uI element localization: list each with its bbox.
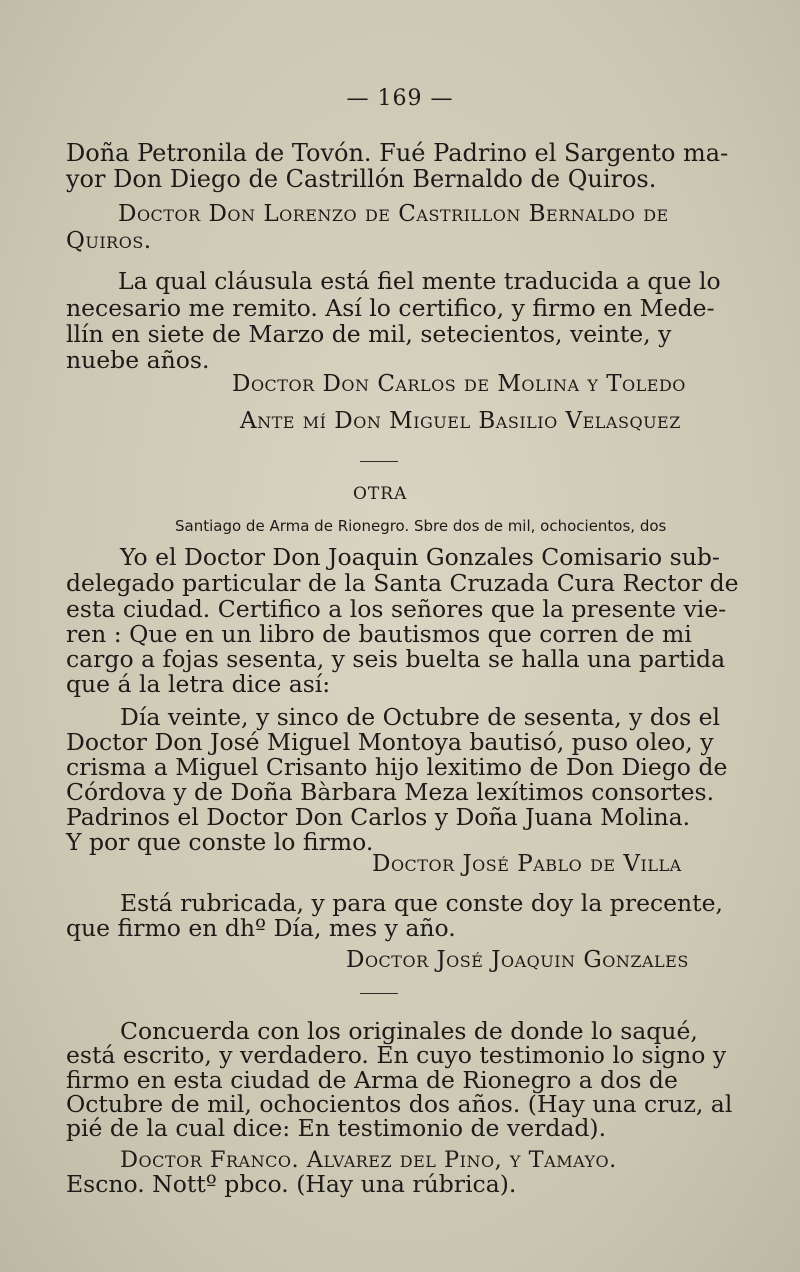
section-heading: OTRA	[353, 484, 408, 504]
text-line: necesario me remito. Así lo certifico, y firmo en Mede-	[66, 294, 715, 322]
text-line: que firmo en dhº Día, mes y año.	[66, 914, 456, 942]
signature-line: Doctor Franco. Alvarez del Pino, y Tamayo.	[120, 1147, 617, 1173]
signature-line: Quiros.	[66, 228, 152, 254]
dateline: Santiago de Arma de Rionegro. Sbre dos de mil, ochocientos, dos	[175, 517, 667, 535]
text-line: yor Don Diego de Castrillón Bernaldo de Quiros.	[66, 165, 657, 193]
text-line: Doctor Don José Miguel Montoya bautisó, puso oleo, y	[66, 728, 714, 756]
text-line: cargo a fojas sesenta, y seis buelta se halla una partida	[66, 645, 726, 673]
text-line: Doña Petronila de Tovón. Fué Padrino el Sargento ma-	[66, 139, 729, 167]
page-number: — 169 —	[346, 86, 454, 111]
text-line: Octubre de mil, ochocientos dos años. (Hay una cruz, al	[66, 1090, 733, 1118]
signature-line: Ante mí Don Miguel Basilio Velasquez	[240, 408, 681, 434]
text-line: Está rubricada, y para que conste doy la precente,	[120, 889, 724, 917]
text-line: nuebe años.	[66, 346, 210, 374]
signature-line: Doctor Don Lorenzo de Castrillon Bernaldo de	[118, 201, 669, 227]
text-line: Día veinte, y sinco de Octubre de sesenta, y dos el	[120, 703, 721, 731]
text-line: que á la letra dice así:	[66, 670, 331, 698]
text-line: Yo el Doctor Don Joaquin Gonzales Comisario sub-	[120, 543, 720, 571]
signature-line: Doctor José Pablo de Villa	[372, 851, 682, 877]
text-line: Y por que conste lo firmo.	[66, 828, 374, 856]
text-line: ren : Que en un libro de bautismos que corren de mi	[66, 620, 692, 648]
text-line: Padrinos el Doctor Don Carlos y Doña Juana Molina.	[66, 803, 691, 831]
text-line: Escno. Nottº pbco. (Hay una rúbrica).	[66, 1170, 517, 1198]
text-line: pié de la cual dice: En testimonio de verdad).	[66, 1114, 607, 1142]
text-line: llín en siete de Marzo de mil, setecientos, veinte, y	[66, 320, 672, 348]
signature-line: Doctor José Joaquin Gonzales	[346, 947, 689, 973]
text-line: delegado particular de la Santa Cruzada Cura Rector de	[66, 569, 739, 597]
text-line: esta ciudad. Certifico a los señores que la presente vie-	[66, 595, 727, 623]
text-line: crisma a Miguel Crisanto hijo lexitimo de Don Diego de	[66, 753, 728, 781]
separator-rule	[360, 993, 398, 994]
separator-rule	[360, 461, 398, 462]
signature-line: Doctor Don Carlos de Molina y Toledo	[232, 371, 686, 397]
text-line: Concuerda con los originales de donde lo saqué,	[120, 1017, 698, 1045]
text-line: Córdova y de Doña Bàrbara Meza lexítimos consortes.	[66, 778, 715, 806]
text-line: firmo en esta ciudad de Arma de Rionegro a dos de	[66, 1066, 678, 1094]
text-line: está escrito, y verdadero. En cuyo testimonio lo signo y	[66, 1041, 727, 1069]
text-line: La qual cláusula está fiel mente traducida a que lo	[118, 267, 721, 295]
